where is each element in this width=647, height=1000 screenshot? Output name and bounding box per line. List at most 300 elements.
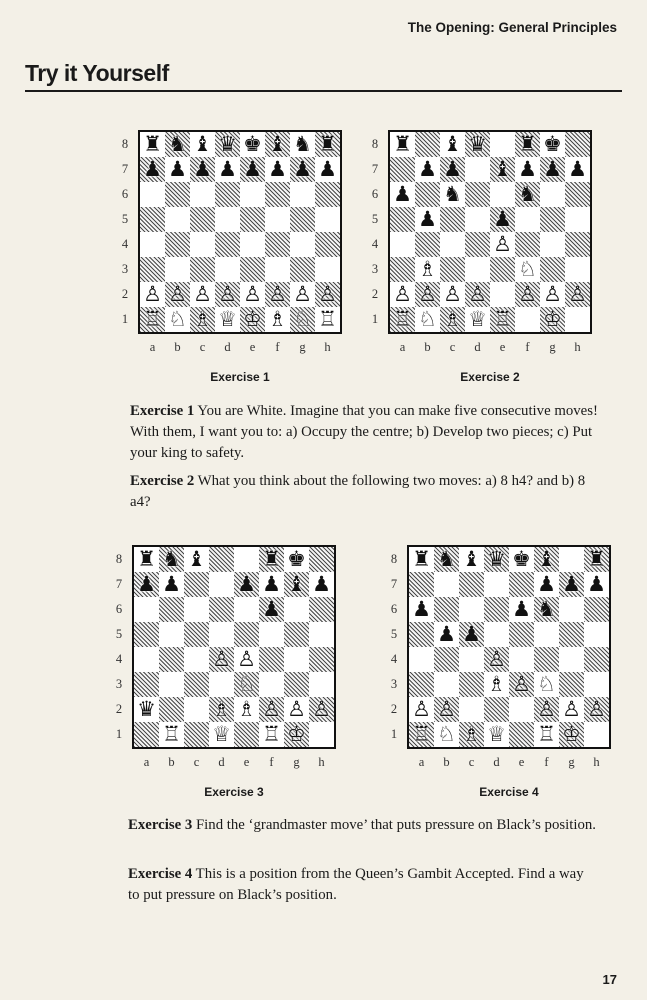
white-knight-icon: ♘ <box>418 307 437 331</box>
square-b6 <box>165 182 190 207</box>
square-h7 <box>584 572 609 597</box>
black-rook-icon: ♜ <box>393 132 412 156</box>
square-h4 <box>565 232 590 257</box>
square-d7 <box>209 572 234 597</box>
section-title: Try it Yourself <box>25 60 169 86</box>
square-b7 <box>159 572 184 597</box>
square-e2 <box>234 697 259 722</box>
rank-label: 5 <box>121 212 129 226</box>
black-knight-icon: ♞ <box>537 597 556 621</box>
white-pawn-icon: ♙ <box>318 282 337 306</box>
square-b2 <box>165 282 190 307</box>
white-pawn-icon: ♙ <box>287 697 306 721</box>
rank-label: 3 <box>371 262 379 276</box>
square-a5 <box>390 207 415 232</box>
square-g4 <box>559 647 584 672</box>
square-c1 <box>459 722 484 747</box>
square-b7 <box>165 157 190 182</box>
square-c7 <box>459 572 484 597</box>
white-knight-icon: ♘ <box>437 722 456 746</box>
running-head: The Opening: General Principles <box>407 20 617 35</box>
square-f5 <box>259 622 284 647</box>
white-king-icon: ♔ <box>243 307 262 331</box>
black-queen-icon: ♛ <box>218 132 237 156</box>
square-a6 <box>390 182 415 207</box>
square-b2 <box>159 697 184 722</box>
white-rook-icon: ♖ <box>262 722 281 746</box>
square-d3 <box>465 257 490 282</box>
file-label: h <box>318 755 325 769</box>
rank-label: 7 <box>121 162 129 176</box>
square-g2 <box>559 697 584 722</box>
square-h1 <box>315 307 340 332</box>
square-b3 <box>159 672 184 697</box>
rank-label: 4 <box>115 652 123 666</box>
white-knight-icon: ♘ <box>168 307 187 331</box>
black-pawn-icon: ♟ <box>587 572 606 596</box>
diagram-caption: Exercise 4 <box>479 785 539 799</box>
square-e2 <box>240 282 265 307</box>
file-label: e <box>243 755 250 769</box>
white-knight-icon: ♘ <box>537 672 556 696</box>
file-label: b <box>443 755 450 769</box>
square-h2 <box>565 282 590 307</box>
white-pawn-icon: ♙ <box>562 697 581 721</box>
chess-diagram-exercise-4 <box>387 545 632 825</box>
square-b5 <box>159 622 184 647</box>
square-a5 <box>409 622 434 647</box>
square-b5 <box>434 622 459 647</box>
square-g4 <box>540 232 565 257</box>
black-pawn-icon: ♟ <box>493 207 512 231</box>
rank-label: 7 <box>115 577 123 591</box>
file-label: g <box>549 340 556 354</box>
rank-label: 2 <box>121 287 129 301</box>
square-b8 <box>434 547 459 572</box>
square-g7 <box>559 572 584 597</box>
black-bishop-icon: ♝ <box>187 547 206 571</box>
square-c2 <box>190 282 215 307</box>
black-pawn-icon: ♟ <box>168 157 187 181</box>
white-pawn-icon: ♙ <box>193 282 212 306</box>
exercise-body: This is a position from the Queen’s Gambit Accepted. Find a way to put pressure on Black’s position. <box>128 866 584 903</box>
square-c2 <box>440 282 465 307</box>
black-pawn-icon: ♟ <box>412 597 431 621</box>
white-king-icon: ♔ <box>543 307 562 331</box>
white-rook-icon: ♖ <box>143 307 162 331</box>
square-e1 <box>490 307 515 332</box>
rank-label: 6 <box>390 602 398 616</box>
black-pawn-icon: ♟ <box>562 572 581 596</box>
white-bishop-icon: ♗ <box>237 697 256 721</box>
rank-label: 8 <box>390 552 398 566</box>
square-e4 <box>509 647 534 672</box>
square-e5 <box>234 622 259 647</box>
square-e5 <box>490 207 515 232</box>
square-c4 <box>190 232 215 257</box>
rank-label: 8 <box>115 552 123 566</box>
square-e5 <box>240 207 265 232</box>
black-rook-icon: ♜ <box>318 132 337 156</box>
file-label: a <box>143 755 150 769</box>
square-g7 <box>284 572 309 597</box>
square-d5 <box>209 622 234 647</box>
square-a5 <box>134 622 159 647</box>
square-a2 <box>390 282 415 307</box>
square-f8 <box>515 132 540 157</box>
square-c7 <box>190 157 215 182</box>
square-h4 <box>309 647 334 672</box>
square-a2 <box>134 697 159 722</box>
rank-label: 1 <box>390 727 398 741</box>
file-label: g <box>299 340 306 354</box>
black-bishop-icon: ♝ <box>268 132 287 156</box>
square-e7 <box>509 572 534 597</box>
black-knight-icon: ♞ <box>162 547 181 571</box>
square-h3 <box>315 257 340 282</box>
square-c6 <box>440 182 465 207</box>
diagram-caption: Exercise 1 <box>210 370 270 384</box>
page-number: 17 <box>602 972 617 987</box>
white-pawn-icon: ♙ <box>418 282 437 306</box>
white-bishop-icon: ♗ <box>443 307 462 331</box>
square-e2 <box>509 697 534 722</box>
square-d4 <box>209 647 234 672</box>
file-label: f <box>269 755 274 769</box>
square-b8 <box>165 132 190 157</box>
square-e5 <box>509 622 534 647</box>
exercise-label: Exercise 1 <box>130 403 195 419</box>
square-h5 <box>584 622 609 647</box>
file-label: c <box>193 755 200 769</box>
rank-label: 5 <box>115 627 123 641</box>
white-pawn-icon: ♙ <box>218 282 237 306</box>
white-bishop-icon: ♗ <box>212 697 231 721</box>
rank-label: 4 <box>390 652 398 666</box>
black-pawn-icon: ♟ <box>262 572 281 596</box>
square-h2 <box>584 697 609 722</box>
square-a3 <box>134 672 159 697</box>
rank-label: 1 <box>371 312 379 326</box>
white-pawn-icon: ♙ <box>237 647 256 671</box>
square-e7 <box>240 157 265 182</box>
square-h5 <box>565 207 590 232</box>
square-c5 <box>184 622 209 647</box>
file-label: d <box>474 340 481 354</box>
white-pawn-icon: ♙ <box>587 697 606 721</box>
square-c3 <box>184 672 209 697</box>
black-pawn-icon: ♟ <box>143 157 162 181</box>
square-d2 <box>484 697 509 722</box>
exercise-label: Exercise 4 <box>128 866 193 882</box>
square-f1 <box>534 722 559 747</box>
white-pawn-icon: ♙ <box>412 697 431 721</box>
square-a7 <box>390 157 415 182</box>
square-g1 <box>284 722 309 747</box>
rank-label: 8 <box>371 137 379 151</box>
square-h4 <box>315 232 340 257</box>
square-b2 <box>434 697 459 722</box>
square-b6 <box>415 182 440 207</box>
square-g2 <box>540 282 565 307</box>
square-d2 <box>465 282 490 307</box>
square-d1 <box>209 722 234 747</box>
square-a5 <box>140 207 165 232</box>
black-bishop-icon: ♝ <box>287 572 306 596</box>
square-g4 <box>290 232 315 257</box>
square-f4 <box>265 232 290 257</box>
white-pawn-icon: ♙ <box>293 282 312 306</box>
white-pawn-icon: ♙ <box>568 282 587 306</box>
square-c4 <box>184 647 209 672</box>
square-c1 <box>184 722 209 747</box>
square-h1 <box>309 722 334 747</box>
square-d3 <box>209 672 234 697</box>
square-e4 <box>240 232 265 257</box>
square-c7 <box>440 157 465 182</box>
square-e8 <box>490 132 515 157</box>
white-bishop-icon: ♗ <box>487 672 506 696</box>
square-a8 <box>134 547 159 572</box>
square-g4 <box>284 647 309 672</box>
square-h7 <box>309 572 334 597</box>
square-h1 <box>584 722 609 747</box>
exercise-2-text <box>130 471 600 513</box>
square-d7 <box>465 157 490 182</box>
square-g3 <box>284 672 309 697</box>
square-e4 <box>490 232 515 257</box>
black-bishop-icon: ♝ <box>493 157 512 181</box>
square-f5 <box>265 207 290 232</box>
file-label: g <box>293 755 300 769</box>
exercise-body: What you think about the following two moves: a) 8 h4? and b) 8 a4? <box>130 473 586 510</box>
square-b1 <box>415 307 440 332</box>
square-c8 <box>190 132 215 157</box>
square-g1 <box>540 307 565 332</box>
square-g6 <box>559 597 584 622</box>
white-pawn-icon: ♙ <box>312 697 331 721</box>
diagram-caption: Exercise 2 <box>460 370 520 384</box>
square-h6 <box>565 182 590 207</box>
black-pawn-icon: ♟ <box>237 572 256 596</box>
square-h3 <box>584 672 609 697</box>
white-rook-icon: ♖ <box>162 722 181 746</box>
square-f3 <box>265 257 290 282</box>
white-pawn-icon: ♙ <box>393 282 412 306</box>
white-queen-icon: ♕ <box>212 722 231 746</box>
square-g1 <box>290 307 315 332</box>
square-d4 <box>215 232 240 257</box>
white-bishop-icon: ♗ <box>462 722 481 746</box>
square-a4 <box>134 647 159 672</box>
white-queen-icon: ♕ <box>468 307 487 331</box>
square-h8 <box>315 132 340 157</box>
black-knight-icon: ♞ <box>293 132 312 156</box>
square-a8 <box>409 547 434 572</box>
white-pawn-icon: ♙ <box>443 282 462 306</box>
black-pawn-icon: ♟ <box>162 572 181 596</box>
square-d6 <box>209 597 234 622</box>
black-pawn-icon: ♟ <box>443 157 462 181</box>
square-d6 <box>484 597 509 622</box>
square-b8 <box>415 132 440 157</box>
black-king-icon: ♚ <box>543 132 562 156</box>
rank-label: 1 <box>115 727 123 741</box>
square-h6 <box>315 182 340 207</box>
square-b4 <box>434 647 459 672</box>
black-rook-icon: ♜ <box>587 547 606 571</box>
square-a6 <box>134 597 159 622</box>
black-king-icon: ♚ <box>243 132 262 156</box>
square-b1 <box>159 722 184 747</box>
white-bishop-icon: ♗ <box>193 307 212 331</box>
square-b8 <box>159 547 184 572</box>
white-king-icon: ♔ <box>287 722 306 746</box>
square-f4 <box>515 232 540 257</box>
square-g6 <box>284 597 309 622</box>
square-g5 <box>290 207 315 232</box>
square-g8 <box>540 132 565 157</box>
square-d3 <box>484 672 509 697</box>
square-b7 <box>434 572 459 597</box>
square-g3 <box>540 257 565 282</box>
black-pawn-icon: ♟ <box>568 157 587 181</box>
rank-label: 3 <box>121 262 129 276</box>
file-label: a <box>399 340 406 354</box>
black-pawn-icon: ♟ <box>243 157 262 181</box>
file-label: b <box>174 340 181 354</box>
square-d7 <box>215 157 240 182</box>
square-a3 <box>409 672 434 697</box>
square-e7 <box>234 572 259 597</box>
exercise-body: You are White. Imagine that you can make five consecutive moves! With them, I want you to: a) Occupy the centre; b) Develop two pieces; c) Put your king to safety. <box>130 403 598 461</box>
file-label: h <box>593 755 600 769</box>
square-g5 <box>284 622 309 647</box>
square-f2 <box>534 697 559 722</box>
file-label: a <box>149 340 156 354</box>
white-rook-icon: ♖ <box>318 307 337 331</box>
file-label: f <box>525 340 530 354</box>
square-f3 <box>259 672 284 697</box>
black-pawn-icon: ♟ <box>543 157 562 181</box>
black-queen-icon: ♛ <box>487 547 506 571</box>
square-c8 <box>440 132 465 157</box>
black-pawn-icon: ♟ <box>137 572 156 596</box>
square-f2 <box>265 282 290 307</box>
square-b4 <box>165 232 190 257</box>
rank-label: 3 <box>115 677 123 691</box>
white-pawn-icon: ♙ <box>468 282 487 306</box>
square-c4 <box>459 647 484 672</box>
file-label: d <box>218 755 225 769</box>
square-e8 <box>509 547 534 572</box>
exercise-label: Exercise 2 <box>130 473 195 489</box>
square-f4 <box>259 647 284 672</box>
square-c3 <box>190 257 215 282</box>
square-f8 <box>265 132 290 157</box>
black-pawn-icon: ♟ <box>512 597 531 621</box>
black-knight-icon: ♞ <box>443 182 462 206</box>
black-bishop-icon: ♝ <box>443 132 462 156</box>
chessboard <box>388 130 592 334</box>
square-a1 <box>390 307 415 332</box>
white-pawn-icon: ♙ <box>143 282 162 306</box>
square-a3 <box>140 257 165 282</box>
rank-label: 4 <box>371 237 379 251</box>
black-pawn-icon: ♟ <box>193 157 212 181</box>
square-d7 <box>484 572 509 597</box>
square-e7 <box>490 157 515 182</box>
square-e6 <box>490 182 515 207</box>
square-a2 <box>140 282 165 307</box>
square-g2 <box>284 697 309 722</box>
file-label: e <box>499 340 506 354</box>
square-c2 <box>184 697 209 722</box>
square-d5 <box>215 207 240 232</box>
square-e6 <box>234 597 259 622</box>
square-a7 <box>409 572 434 597</box>
square-e8 <box>234 547 259 572</box>
black-bishop-icon: ♝ <box>462 547 481 571</box>
square-f7 <box>259 572 284 597</box>
white-knight-icon: ♘ <box>237 672 256 696</box>
square-c8 <box>184 547 209 572</box>
square-c6 <box>459 597 484 622</box>
white-pawn-icon: ♙ <box>543 282 562 306</box>
white-knight-icon: ♘ <box>518 257 537 281</box>
rank-label: 7 <box>371 162 379 176</box>
title-divider <box>25 90 622 92</box>
square-e1 <box>509 722 534 747</box>
exercise-1-text <box>130 401 600 464</box>
white-pawn-icon: ♙ <box>487 647 506 671</box>
square-c7 <box>184 572 209 597</box>
square-a3 <box>390 257 415 282</box>
square-h8 <box>584 547 609 572</box>
square-f7 <box>534 572 559 597</box>
square-f7 <box>265 157 290 182</box>
square-b4 <box>415 232 440 257</box>
white-pawn-icon: ♙ <box>537 697 556 721</box>
square-b1 <box>165 307 190 332</box>
square-b2 <box>415 282 440 307</box>
square-g2 <box>290 282 315 307</box>
square-e3 <box>240 257 265 282</box>
white-pawn-icon: ♙ <box>268 282 287 306</box>
white-queen-icon: ♕ <box>487 722 506 746</box>
white-rook-icon: ♖ <box>537 722 556 746</box>
square-a6 <box>409 597 434 622</box>
square-f5 <box>515 207 540 232</box>
square-c5 <box>440 207 465 232</box>
square-f6 <box>515 182 540 207</box>
square-b1 <box>434 722 459 747</box>
square-f1 <box>515 307 540 332</box>
file-label: f <box>544 755 549 769</box>
square-c4 <box>440 232 465 257</box>
white-pawn-icon: ♙ <box>168 282 187 306</box>
white-pawn-icon: ♙ <box>262 697 281 721</box>
square-c5 <box>190 207 215 232</box>
black-pawn-icon: ♟ <box>537 572 556 596</box>
square-f8 <box>259 547 284 572</box>
rank-label: 6 <box>121 187 129 201</box>
rank-label: 5 <box>371 212 379 226</box>
square-e3 <box>234 672 259 697</box>
square-h1 <box>565 307 590 332</box>
square-a1 <box>409 722 434 747</box>
white-bishop-icon: ♗ <box>418 257 437 281</box>
